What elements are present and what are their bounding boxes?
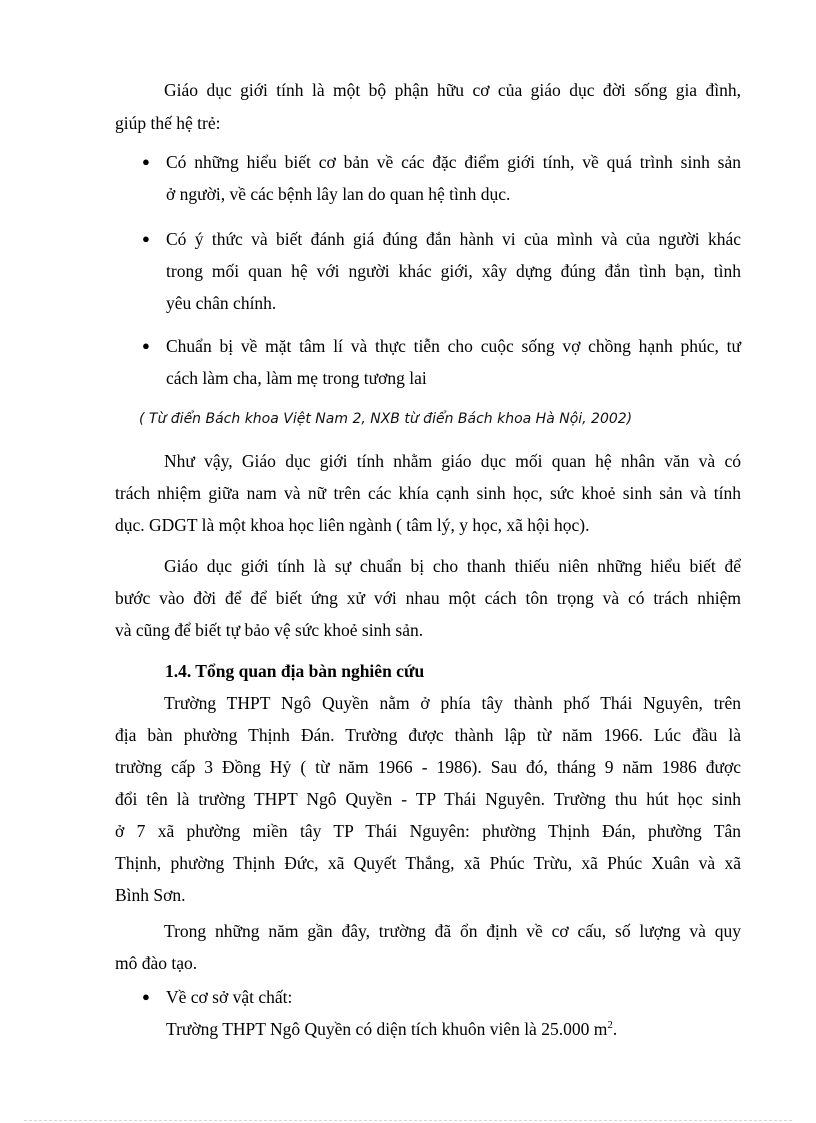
- page-bottom-divider: [24, 1120, 792, 1121]
- bullet-3-line-1: Chuẩn bị về mặt tâm lí và thực tiễn cho cuộc sống vợ chồng hạnh phúc, tư: [166, 336, 741, 356]
- paragraph-3-line-2: bước vào đời để để biết ứng xử với nhau một cách tôn trọng và có trách nhiệm: [115, 588, 741, 608]
- area-unit-superscript: 2: [607, 1019, 613, 1032]
- bullet-1-line-2: ở người, về các bệnh lây lan do quan hệ tình dục.: [166, 184, 511, 204]
- paragraph-3-line-3: và cũng để biết tự bảo vệ sức khoẻ sinh sản.: [115, 620, 424, 640]
- paragraph-1-line-2: giúp thế hệ trẻ:: [115, 113, 221, 133]
- area-line-text: Trường THPT Ngô Quyền có diện tích khuôn viên là 25.000 m: [166, 1019, 608, 1039]
- paragraph-4-line-2: địa bàn phường Thịnh Đán. Trường được thành lập từ năm 1966. Lúc đầu là: [115, 725, 741, 745]
- bullet-icon: ●: [142, 338, 150, 353]
- paragraph-5-line-1: Trong những năm gần đây, trường đã ổn định về cơ cấu, số lượng và quy: [164, 921, 741, 941]
- bullet-1-line-1: Có những hiểu biết cơ bản về các đặc điểm giới tính, về quá trình sinh sản: [166, 152, 741, 172]
- paragraph-4-line-7: Bình Sơn.: [115, 885, 186, 905]
- section-heading: 1.4. Tổng quan địa bàn nghiên cứu: [165, 661, 425, 681]
- paragraph-2-line-2: trách nhiệm giữa nam và nữ trên các khía cạnh sinh học, sức khoẻ sinh sản và tính: [115, 483, 741, 503]
- bullet-2-line-2: trong mối quan hệ với người khác giới, xây dựng đúng đắn tình bạn, tình: [166, 261, 741, 281]
- bullet-icon: ●: [142, 231, 150, 246]
- area-line: [166, 1018, 617, 1040]
- citation: ( Từ điển Bách khoa Việt Nam 2, NXB từ điển Bách khoa Hà Nội, 2002): [139, 411, 633, 427]
- paragraph-2-line-1: Như vậy, Giáo dục giới tính nhằm giáo dục mối quan hệ nhân văn và có: [164, 451, 741, 471]
- bullet-icon: ●: [142, 989, 150, 1004]
- paragraph-1-line-1: Giáo dục giới tính là một bộ phận hữu cơ của giáo dục đời sống gia đình,: [164, 80, 741, 100]
- bullet-2-line-1: Có ý thức và biết đánh giá đúng đắn hành vi của mình và của người khác: [166, 229, 741, 249]
- paragraph-4-line-4: đổi tên là trường THPT Ngô Quyền - TP Thái Nguyên. Trường thu hút học sinh: [115, 789, 741, 809]
- paragraph-4-line-5: ở 7 xã phường miền tây TP Thái Nguyên: phường Thịnh Đán, phường Tân: [115, 821, 741, 841]
- paragraph-4-line-3: trường cấp 3 Đồng Hỷ ( từ năm 1966 - 1986). Sau đó, tháng 9 năm 1986 được: [115, 757, 741, 777]
- bullet-2-line-3: yêu chân chính.: [166, 293, 277, 313]
- bullet-3-line-2: cách làm cha, làm mẹ trong tương lai: [166, 368, 427, 388]
- bullet-icon: ●: [142, 154, 150, 169]
- paragraph-4-line-1: Trường THPT Ngô Quyền nằm ở phía tây thành phố Thái Nguyên, trên: [164, 693, 741, 713]
- paragraph-4-line-6: Thịnh, phường Thịnh Đức, xã Quyết Thắng, xã Phúc Trừu, xã Phúc Xuân và xã: [115, 853, 741, 873]
- paragraph-3-line-1: Giáo dục giới tính là sự chuẩn bị cho thanh thiếu niên những hiểu biết để: [164, 556, 741, 576]
- paragraph-5-line-2: mô đào tạo.: [115, 953, 198, 973]
- bullet-bottom-text: Về cơ sở vật chất:: [166, 987, 293, 1007]
- paragraph-2-line-3: dục. GDGT là một khoa học liên ngành ( tâm lý, y học, xã hội học).: [115, 515, 590, 535]
- area-line-suffix: .: [612, 1019, 618, 1039]
